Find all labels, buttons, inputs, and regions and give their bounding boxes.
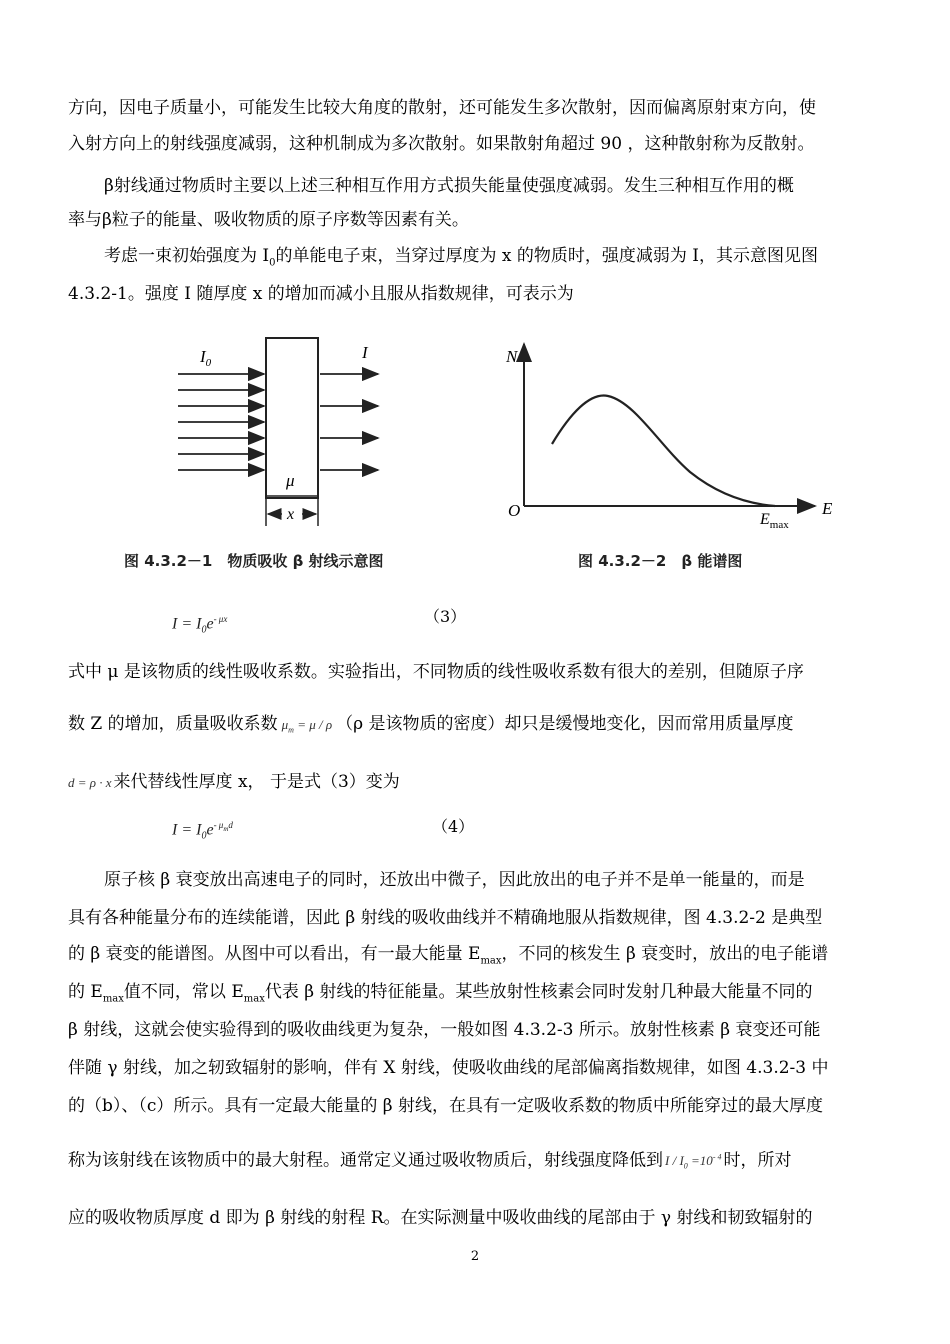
emax-label: $E_{max}$ [760, 511, 789, 531]
eq-exp-part: - μ [213, 820, 224, 830]
spectrum-curve [552, 396, 775, 506]
text-run: 的 E [68, 982, 103, 1002]
paragraph-line: 伴随 γ 射线，加之轫致辐射的影响，伴有 X 射线，使吸收曲线的尾部偏离指数规律，如图 4.3.2-3 中 [68, 1058, 829, 1078]
paragraph-line [68, 714, 794, 741]
figure-beta-spectrum [500, 334, 845, 534]
paragraph-line: 入射方向上的射线强度减弱，这种机制成为多次散射。如果散射角超过 90 ，这种散射称为反散射。 [68, 134, 815, 154]
figure2-caption: 图 4.3.2－2 β 能谱图 [578, 552, 743, 570]
paragraph-line [104, 246, 818, 273]
label-transmitted-intensity: I [362, 343, 368, 362]
equation-3 [172, 614, 227, 636]
text-run: 的单能电子束，当穿过厚度为 x 的物质时，强度减弱为 I，其示意图见图 [275, 246, 819, 266]
paragraph-line [68, 772, 400, 793]
paragraph-line [68, 944, 828, 971]
intensity-ratio-formula [665, 1153, 722, 1171]
equation-4 [172, 820, 233, 842]
equation-number: （4） [432, 817, 475, 836]
label-mu: μ [286, 471, 295, 490]
figure1-caption: 图 4.3.2－1 物质吸收 β 射线示意图 [124, 552, 384, 570]
formula-part: =10 [687, 1153, 713, 1169]
paragraph-line: β 射线，这就会使实验得到的吸收曲线更为复杂，一般如图 4.3.2-3 所示。放射性核素 β 衰变还可能 [68, 1020, 821, 1040]
paragraph-line: 应的吸收物质厚度 d 即为 β 射线的射程 R。在实际测量中吸收曲线的尾部由于 γ 射线和韧致辐射的 [68, 1208, 813, 1228]
eq-text: I = I [172, 821, 202, 839]
eq-exp-sub: m [223, 824, 229, 833]
figure-absorption-diagram [150, 330, 410, 530]
formula-part: = μ / ρ [293, 717, 333, 732]
text-run: 考虑一束初始强度为 I [104, 246, 270, 266]
paragraph-line: β射线通过物质时主要以上述三种相互作用方式损失能量使强度减弱。发生三种相互作用的概 [104, 176, 794, 196]
eq-text: e [206, 821, 214, 839]
equation-number: （3） [424, 607, 467, 626]
subscript: max [102, 993, 124, 1005]
eq-sub: 0 [201, 830, 207, 842]
text-run: 代表 β 射线的特征能量。某些放射性核素会同时发射几种最大能量不同的 [264, 982, 813, 1002]
eq-sub: 0 [201, 624, 207, 636]
eq-exp [213, 820, 233, 833]
eq-exp: - μx [213, 614, 228, 624]
paragraph-line: 原子核 β 衰变放出高速电子的同时，还放出中微子，因此放出的电子并不是单一能量的，而是 [104, 870, 805, 890]
origin-label: O [508, 501, 521, 520]
eq-text: I = I [172, 615, 202, 633]
paragraph-line: 方向，因电子质量小，可能发生比较大角度的散射，还可能发生多次散射，因而偏离原射束方向，使 [68, 98, 816, 118]
text-run: （ρ 是该物质的密度）却只是缓慢地变化，因而常用质量厚度 [336, 714, 794, 734]
paragraph-line: 的（b）、（c）所示。具有一定最大能量的 β 射线，在具有一定吸收系数的物质中所能穿过的最大厚度 [68, 1096, 824, 1116]
subscript: 0 [269, 257, 276, 269]
formula-sub: m [288, 725, 294, 735]
eq-text: e [206, 615, 214, 633]
page-number: 2 [470, 1249, 480, 1264]
incident-arrows [178, 374, 264, 470]
axis-label-n: N [506, 347, 518, 366]
axis-label-e: E [822, 499, 833, 518]
paragraph-line [68, 982, 812, 1009]
text-run: 称为该射线在该物质中的最大射程。通常定义通过吸收物质后，射线强度降低到 [68, 1150, 663, 1171]
transmitted-arrows [320, 374, 378, 470]
text-run: 来代替线性厚度 x， 于是式（3）变为 [113, 772, 400, 792]
formula-part: I / I [665, 1153, 684, 1169]
text-run: 时，所对 [723, 1150, 792, 1171]
text-run: 的 β 衰变的能谱图。从图中可以看出，有一最大能量 E [68, 944, 481, 964]
formula-sub: 0 [683, 1161, 688, 1171]
mass-absorption-formula [281, 717, 333, 735]
eq-exp-part: d [228, 820, 233, 830]
paragraph-line: 率与β粒子的能量、吸收物质的原子序数等因素有关。 [68, 210, 469, 230]
mass-thickness-formula: d = ρ · x [68, 775, 112, 790]
paragraph-line: 具有各种能量分布的连续能谱，因此 β 射线的吸收曲线并不精确地服从指数规律，图 4.3.2-2 是典型 [68, 908, 823, 928]
subscript: max [480, 955, 502, 967]
text-run: 值不同，常以 E [123, 982, 244, 1002]
paragraph-line: 4.3.2-1。强度 I 随厚度 x 的增加而减小且服从指数规律，可表示为 [68, 284, 574, 304]
text-run: 数 Z 的增加，质量吸收系数 [68, 714, 278, 734]
subscript: max [243, 993, 265, 1005]
text-run: ，不同的核发生 β 衰变时，放出的电子能谱 [501, 944, 829, 964]
label-thickness: x [287, 506, 295, 523]
label-incident-intensity: $I_0$ [200, 347, 212, 369]
formula-sup: - 4 [712, 1153, 722, 1162]
formula-part: μ [281, 717, 289, 732]
paragraph-line: 式中 μ 是该物质的线性吸收系数。实验指出，不同物质的线性吸收系数有很大的差别，但随原子序 [68, 662, 804, 682]
paragraph-line [68, 1148, 791, 1177]
